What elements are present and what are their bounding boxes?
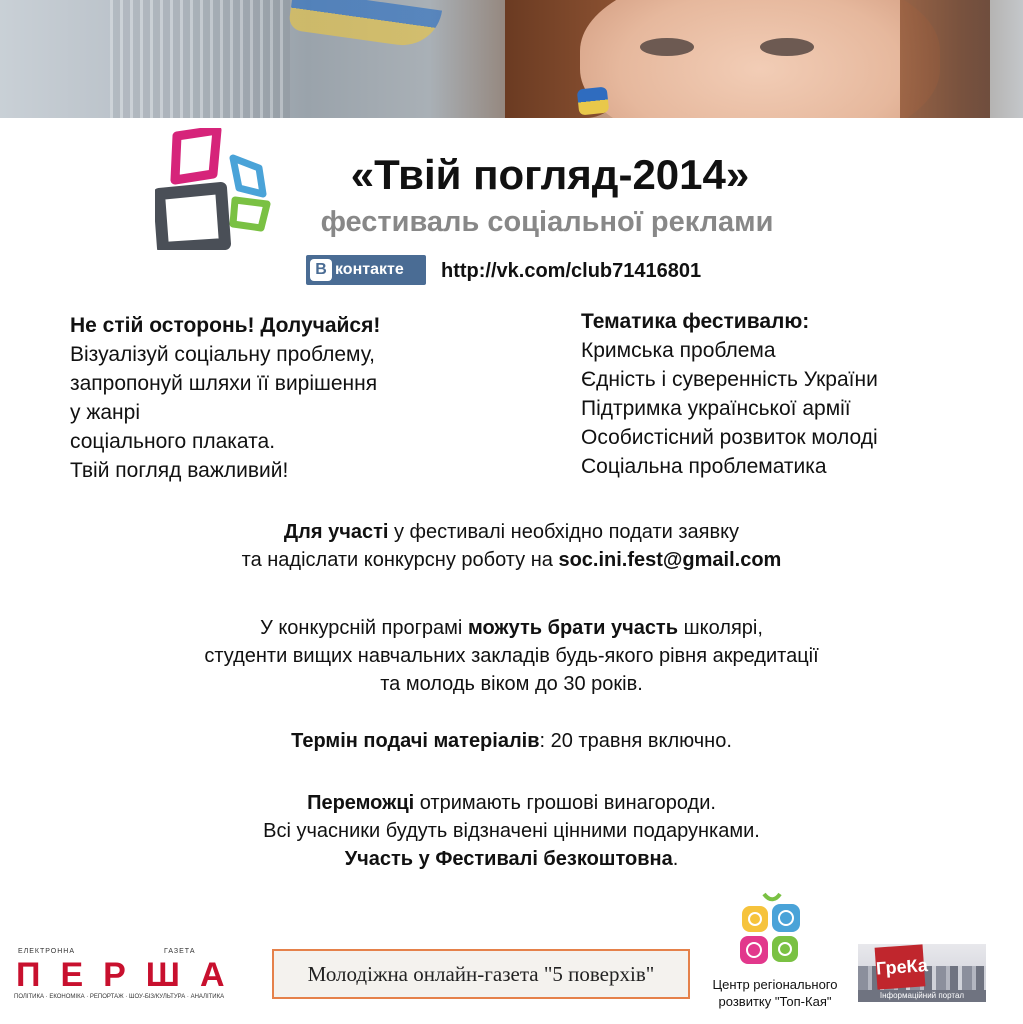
persha-newspaper-logo[interactable] — [14, 948, 254, 1000]
persha-name: ПЕРША — [16, 956, 245, 994]
header-banner-photo — [0, 0, 1023, 118]
greka-portal-logo[interactable] — [858, 944, 986, 1002]
call-to-action-block — [70, 311, 530, 485]
greka-logo-text: ГреКа — [875, 944, 926, 989]
prizes-bold: Переможці — [307, 792, 415, 814]
call-line: Візуалізуй соціальну проблему, — [70, 343, 375, 366]
participation-paragraph — [0, 518, 1023, 574]
call-line: запропонуй шляхи її вирішення — [70, 372, 378, 395]
call-line: у жанрі — [70, 401, 141, 424]
eligibility-text: школярі, — [678, 617, 763, 639]
ukrainian-flag-blur — [288, 0, 442, 50]
participation-text: та надіслати конкурсну роботу на — [241, 549, 559, 571]
persha-categories: ПОЛІТИКА · ЕКОНОМІКА · РЕПОРТАЖ · ШОУ-БІЗ/КУЛЬТУРА · АНАЛІТИКА — [14, 994, 225, 1000]
persha-top-right: ГАЗЕТА — [164, 948, 196, 955]
top-kaya-caption-line: розвитку "Топ-Кая" — [718, 994, 832, 1009]
festival-logo-icon — [155, 128, 275, 250]
festival-topics-block — [581, 307, 1011, 481]
persha-top-left: ЕЛЕКТРОННА — [18, 948, 76, 955]
participation-bold: Для участі — [283, 521, 389, 543]
vk-group-link[interactable]: http://vk.com/club71416801 — [441, 260, 702, 282]
partners-footer — [0, 890, 1023, 1024]
vk-badge-letter: B — [310, 259, 332, 281]
topics-heading: Тематика фестивалю: — [581, 310, 810, 333]
vk-badge-text: контакте — [335, 261, 404, 278]
prizes-text: . — [672, 848, 679, 870]
eligibility-text: студенти вищих навчальних закладів будь-якого рівня акредитації — [204, 645, 819, 667]
greka-portal-caption: Інформаційний портал — [858, 990, 986, 1002]
eligibility-text: У конкурсній програмі — [260, 617, 468, 639]
call-line: Твій погляд важливий! — [70, 459, 289, 482]
deadline-text: : 20 травня включно. — [539, 730, 732, 752]
page-subtitle: фестиваль соціальної реклами — [320, 206, 774, 238]
topic-item: Єдність і суверенність України — [581, 368, 878, 391]
deadline-paragraph — [0, 727, 1023, 755]
cheek-flag — [577, 87, 610, 116]
contact-email[interactable]: soc.ini.fest@gmail.com — [558, 549, 782, 571]
topic-item: Особистісний розвиток молоді — [581, 426, 878, 449]
eligibility-bold: можуть брати участь — [467, 617, 679, 639]
five-floors-newspaper-banner[interactable]: Молодіжна онлайн-газета "5 поверхів" — [272, 949, 690, 999]
topic-item: Підтримка української армії — [581, 397, 851, 420]
eligibility-paragraph — [0, 614, 1023, 698]
top-kaya-caption-line: Центр регіонального — [712, 977, 838, 992]
face — [580, 0, 940, 118]
call-line: соціального плаката. — [70, 430, 276, 453]
call-to-action-heading: Не стій осторонь! Долучайся! — [70, 314, 381, 337]
left-eye — [640, 38, 694, 56]
prizes-text: отримають грошові винагороди. — [414, 792, 716, 814]
free-participation-bold: Участь у Фестивалі безкоштовна — [344, 848, 673, 870]
top-kaya-caption — [700, 976, 850, 1010]
participation-text: у фестивалі необхідно подати заявку — [388, 521, 740, 543]
topic-item: Кримська проблема — [581, 339, 776, 362]
vkontakte-logo[interactable] — [306, 255, 426, 285]
page-title: «Твій погляд-2014» — [350, 151, 750, 198]
butterfly-spiral-icon — [736, 892, 806, 972]
right-eye — [760, 38, 814, 56]
top-kaya-center-logo[interactable] — [700, 890, 850, 1024]
prizes-paragraph — [0, 789, 1023, 873]
prizes-text: Всі учасники будуть відзначені цінними подарунками. — [263, 820, 760, 842]
deadline-bold: Термін подачі матеріалів — [291, 730, 540, 752]
topic-item: Соціальна проблематика — [581, 455, 827, 478]
building-background — [110, 0, 290, 118]
eligibility-text: та молодь віком до 30 років. — [380, 673, 643, 695]
hair-right — [900, 0, 990, 118]
